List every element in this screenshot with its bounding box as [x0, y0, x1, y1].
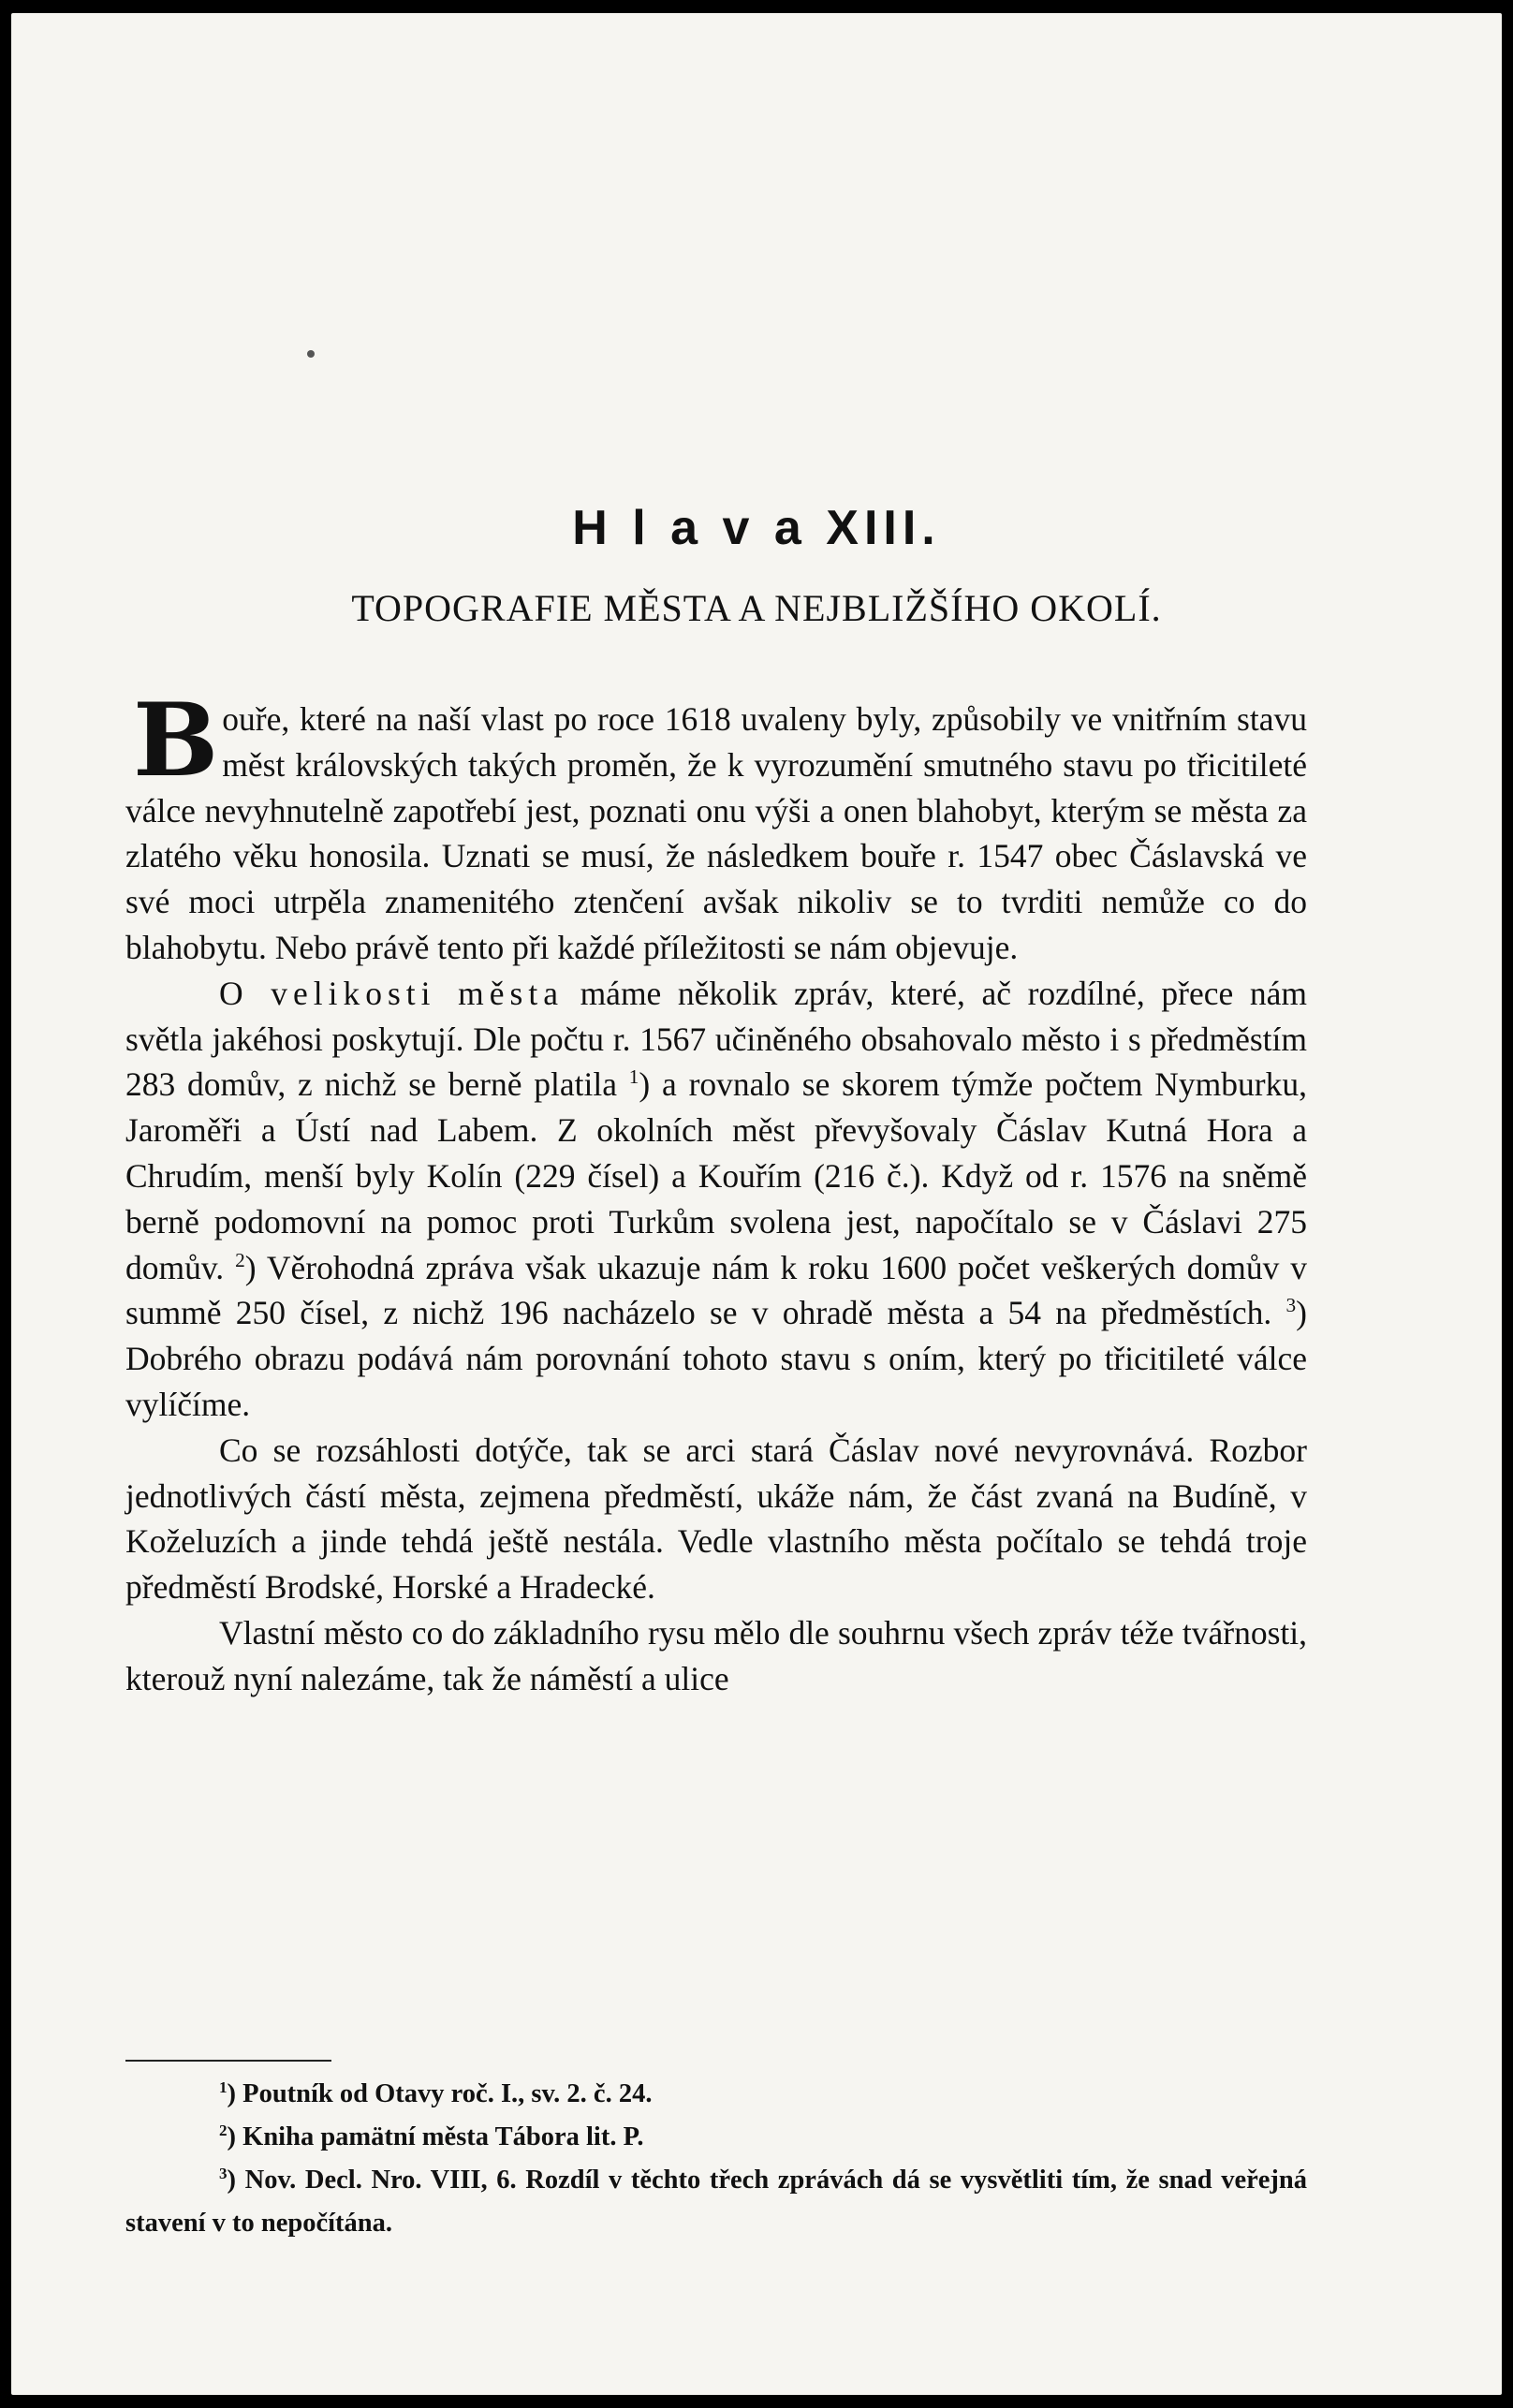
footnote-mark: 1 [219, 2078, 228, 2096]
footnote-3 [125, 2159, 1307, 2245]
footnote-text: ) Kniha pamätní města Tábora lit. P. [227, 2122, 644, 2151]
paragraph-1-text: ouře, které na naší vlast po roce 1618 uvaleny byly, způsobily ve vnitřním stavu měst královských takých proměn, že k vyrozumění smutného stavu po třicitileté válce nevyhnutelně zapotřebí jest, poznati onu výši a onen blahobyt, kterým se města za zlatého věku honosila. Uznati se musí, že následkem bouře r. 1547 obec Čáslavská ve své moci utrpěla znamenitého ztenčení avšak nikoliv se to tvrditi nemůže co do blahobytu. Nebo právě tento při každé příležitosti se nám objevuje. [125, 700, 1307, 966]
paragraph-2-text-b: ) a rovnalo se skorem týmže počtem Nymburku, Jaroměři a Ústí nad Labem. Z okolních měst převyšovaly Čáslav Kutná Hora a Chrudím, menší byly Kolín (229 čísel) a Kouřím (216 č.). Když od r. 1576 na sněmě berně podomovní na pomoc proti Turkům svolena jest, napočítalo se v Čáslavi 275 domův. [125, 1065, 1307, 1286]
footnote-ref-2: 2 [235, 1248, 245, 1271]
paragraph-3: Co se rozsáhlosti dotýče, tak se arci stará Čáslav nové nevyrovnává. Rozbor jednotlivých částí města, zejmena předměstí, ukáže nám, že část zvaná na Budíně, v Koželuzích a jinde tehdá ještě nestála. Vedle vlastního města počítalo se tehdá troje předměstí Brodské, Horské a Hradecké. [125, 1431, 1307, 1607]
paragraph-2-text-a: máme několik zpráv, které, ač rozdílné, přece nám světla jakéhosi poskytují. Dle počtu r. 1567 učiněného obsahovalo město i s předměstím 283 domův, z nichž se berně platila [125, 974, 1307, 1104]
footnote-text: ) Nov. Decl. Nro. VIII, 6. Rozdíl v těchto třech zprávách dá se vysvětliti tím, že snad veřejná stavení v to nepočítána. [125, 2166, 1307, 2238]
paragraph-2-text-c: ) Věrohodná zpráva však ukazuje nám k roku 1600 počet veškerých domův v summě 250 čísel, z nichž 196 nacházelo se v ohradě města a 54 na předměstích. [125, 1248, 1307, 1332]
paragraph-2 [125, 971, 1307, 1428]
footnote-ref-3: 3 [1285, 1294, 1297, 1317]
drop-cap-initial: B [133, 682, 219, 800]
footnote-mark: 2 [219, 2121, 228, 2139]
paragraph-2-text-d: ) Dobrého obrazu podává nám porovnání tohoto stavu s oním, který po třicitileté válce vylíčíme. [125, 1294, 1307, 1423]
footnote-2 [125, 2116, 1307, 2159]
footnote-text: ) Poutník od Otavy roč. I., sv. 2. č. 24. [227, 2079, 653, 2108]
footnotes [125, 2073, 1307, 2245]
section-title: TOPOGRAFIE MĚSTA A NEJBLIŽŠÍHO OKOLÍ. [351, 587, 1162, 629]
footnote-mark: 3 [219, 2164, 228, 2182]
chapter-title: H l a v a XIII. [572, 501, 941, 555]
ink-speck [307, 350, 315, 358]
spaced-phrase: O velikosti města [219, 974, 564, 1012]
paragraph-4: Vlastní město co do základního rysu mělo dle souhrnu všech zpráv téže tvářnosti, kterouž nyní nalezáme, tak že náměstí a ulice [125, 1613, 1307, 1697]
footnote-divider [125, 2060, 331, 2062]
body-text [125, 682, 1307, 1702]
footnote-1 [125, 2073, 1307, 2116]
book-page [11, 13, 1502, 2395]
paragraph-1 [125, 682, 1307, 971]
footnote-ref-1: 1 [628, 1065, 639, 1089]
